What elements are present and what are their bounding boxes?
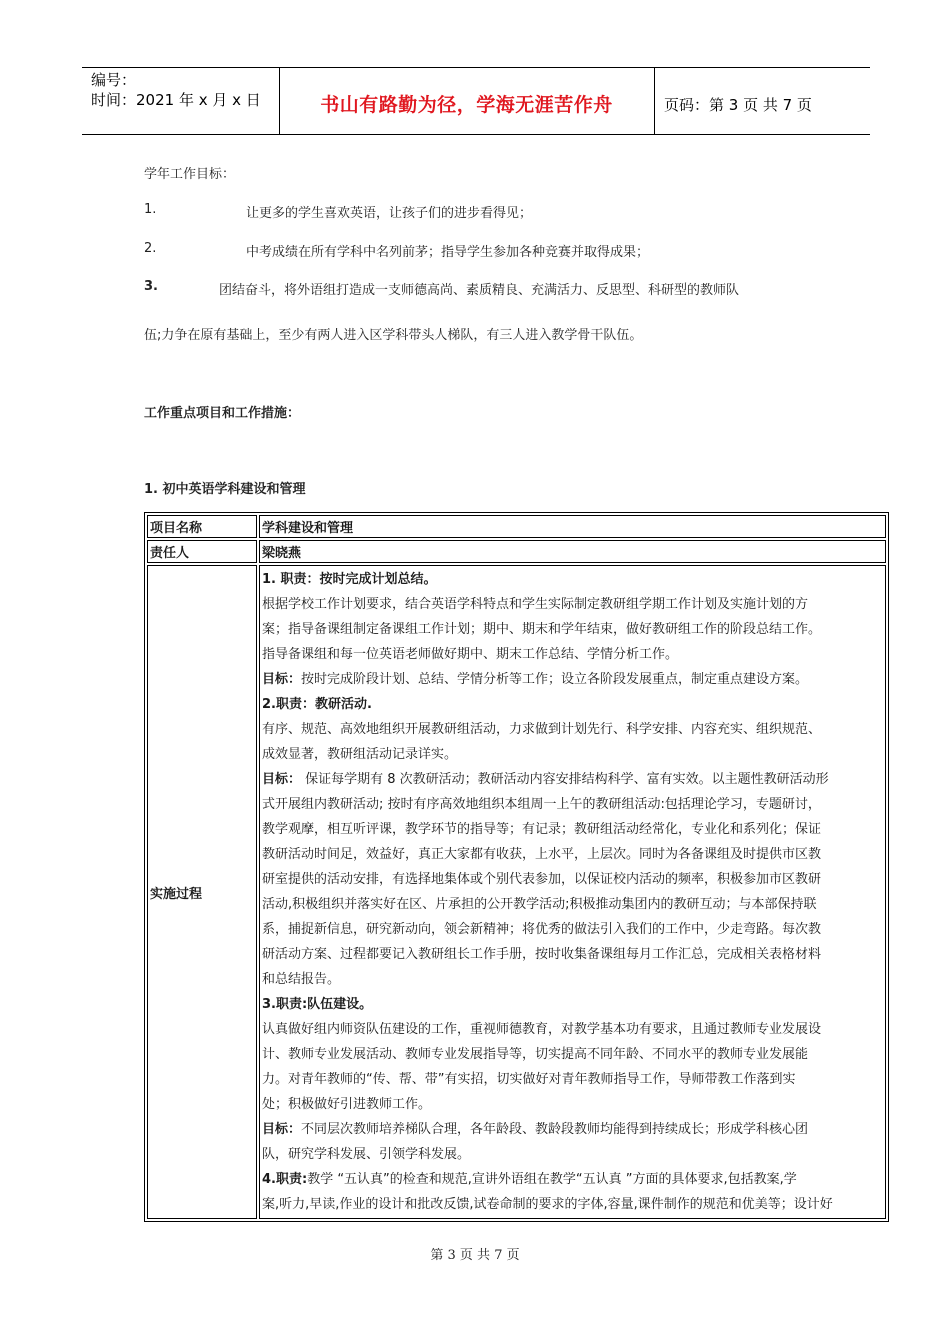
responsible-label: 责任人 xyxy=(147,540,257,563)
header-number: 编号： xyxy=(91,71,137,89)
goal-1-text: 让更多的学生喜欢英语，让孩子们的进步看得见； xyxy=(246,206,533,221)
duty-4-text-inline: 教学 “五认真”的检查和规范,宣讲外语组在教学“五认真 ”方面的具体要求,包括教案,学 xyxy=(307,1172,797,1187)
duty-2-line: 有序、规范、高效地组织开展教研组活动，力求做到计划先行、科学安排、内容充实、组织规范、 xyxy=(262,722,822,737)
duty-4-heading: 4.职责: xyxy=(262,1172,308,1187)
duty-3-line: 处；积极做好引进教师工作。 xyxy=(262,1097,432,1112)
goal-2-line: 系，捕捉新信息，研究新动向，领会新精神；将优秀的做法引入我们的工作中，少走弯路。每次教 xyxy=(262,922,822,937)
duty-1-line: 根据学校工作计划要求，结合英语学科特点和学生实际制定教研组学期工作计划及实施计划的方 xyxy=(262,597,809,612)
duty-4-line: 案,听力,早读,作业的设计和批改反馈,试卷命制的要求的字体,容量,课件制作的规范和优美等；设计好 xyxy=(262,1197,833,1212)
implementation-label: 实施过程 xyxy=(147,565,257,1219)
goal-3-line xyxy=(262,1117,883,1142)
goal-label: 目标： xyxy=(262,672,302,687)
duty-1-line: 案；指导备课组制定备课组工作计划；期中、期末和学年结束，做好教研组工作的阶段总结工作。 xyxy=(262,622,822,637)
header-divider-right xyxy=(654,67,655,135)
goal-label: 目标： xyxy=(262,1122,302,1137)
goal-2-line: 活动,积极组织并落实好在区、片承担的公开教学活动;积极推动集团内的教研互动；与本部保持联 xyxy=(262,897,817,912)
responsible-value: 梁晓燕 xyxy=(259,540,886,563)
key-projects-title: 工作重点项目和工作措施： xyxy=(144,406,301,421)
duty-1-line: 指导备课组和每一位英语老师做好期中、期末工作总结、学情分析工作。 xyxy=(262,647,679,662)
page-footer: 第 3 页 共 7 页 xyxy=(430,1248,520,1263)
goal-2-line: 教学观摩，相互听评课，教学环节的指导等；有记录；教研组活动经常化，专业化和系列化；保证 xyxy=(262,822,822,837)
duty-1-heading: 1. 职责：按时完成计划总结。 xyxy=(262,572,437,587)
header-bottom-rule xyxy=(82,134,870,135)
duty-2-line: 成效显著，教研组活动记录详实。 xyxy=(262,747,458,762)
goals-title: 学年工作目标： xyxy=(144,167,236,182)
goal-2-line: 教研活动时间足，效益好，真正大家都有收获，上水平，上层次。同时为各备课组及时提供市区教 xyxy=(262,847,822,862)
table-row xyxy=(147,540,886,563)
goal-3-line: 队，研究学科发展、引领学科发展。 xyxy=(262,1147,471,1162)
goal-3-text: 团结奋斗，将外语组打造成一支师德高尚、素质精良、充满活力、反思型、科研型的教师队 xyxy=(219,283,740,298)
duty-2-heading: 2.职责：教研活动. xyxy=(262,697,372,712)
goal-1-number: 1. xyxy=(144,202,157,217)
goal-2-number: 2. xyxy=(144,241,157,256)
goal-1-text-inline: 按时完成阶段计划、总结、学情分析等工作；设立各阶段发展重点，制定重点建设方案。 xyxy=(301,672,809,687)
project-table xyxy=(144,512,889,1222)
goal-2-text: 中考成绩在所有学科中名列前茅；指导学生参加各种竞赛并取得成果； xyxy=(246,245,650,260)
goal-3-number: 3. xyxy=(144,279,158,294)
goal-2-line: 研室提供的活动安排，有选择地集体或个别代表参加，以保证校内活动的频率，积极参加市区教研 xyxy=(262,872,822,887)
goal-1-line xyxy=(262,667,883,692)
goal-2-line: 和总结报告。 xyxy=(262,972,341,987)
header-motto: 书山有路勤为径，学海无涯苦作舟 xyxy=(320,94,613,116)
duty-3-line: 力。对青年教师的“传、帮、带”有实招，切实做好对青年教师指导工作，导师带教工作落到实 xyxy=(262,1072,796,1087)
duty-3-heading: 3.职责:队伍建设。 xyxy=(262,997,373,1012)
header-page-number: 页码：第 3 页 共 7 页 xyxy=(664,96,812,114)
goal-3-continuation: 伍;力争在原有基础上，至少有两人进入区学科带头人梯队，有三人进入教学骨干队伍。 xyxy=(144,328,643,343)
duty-4-line xyxy=(262,1167,883,1192)
goal-2-line: 式开展组内教研活动; 按时有序高效地组织本组周一上午的教研组活动:包括理论学习，专题研讨， xyxy=(262,797,821,812)
goal-2-line xyxy=(262,767,883,792)
header-top-rule xyxy=(82,67,870,68)
section-1-title: 1. 初中英语学科建设和管理 xyxy=(144,482,306,497)
header-info xyxy=(91,70,261,110)
goal-3-text-inline: 不同层次教师培养梯队合理，各年龄段、教龄段教师均能得到持续成长；形成学科核心团 xyxy=(301,1122,809,1137)
table-row xyxy=(147,515,886,538)
goal-2-text-inline: 保证每学期有 8 次教研活动；教研活动内容安排结构科学、富有实效。以主题性教研活动形 xyxy=(301,772,829,787)
header-date: 时间：2021 年 x 月 x 日 xyxy=(91,91,261,109)
duty-3-line: 计、教师专业发展活动、教师专业发展指导等，切实提高不同年龄、不同水平的教师专业发展能 xyxy=(262,1047,809,1062)
goal-2-line: 研活动方案、过程都要记入教研组长工作手册，按时收集备课组每月工作汇总，完成相关表格材料 xyxy=(262,947,822,962)
goal-label: 目标： xyxy=(262,772,302,787)
project-name-label: 项目名称 xyxy=(147,515,257,538)
implementation-content xyxy=(259,565,886,1219)
project-name-value: 学科建设和管理 xyxy=(259,515,886,538)
duty-3-line: 认真做好组内师资队伍建设的工作，重视师德教育，对教学基本功有要求，且通过教师专业发展设 xyxy=(262,1022,822,1037)
table-row xyxy=(147,565,886,1219)
